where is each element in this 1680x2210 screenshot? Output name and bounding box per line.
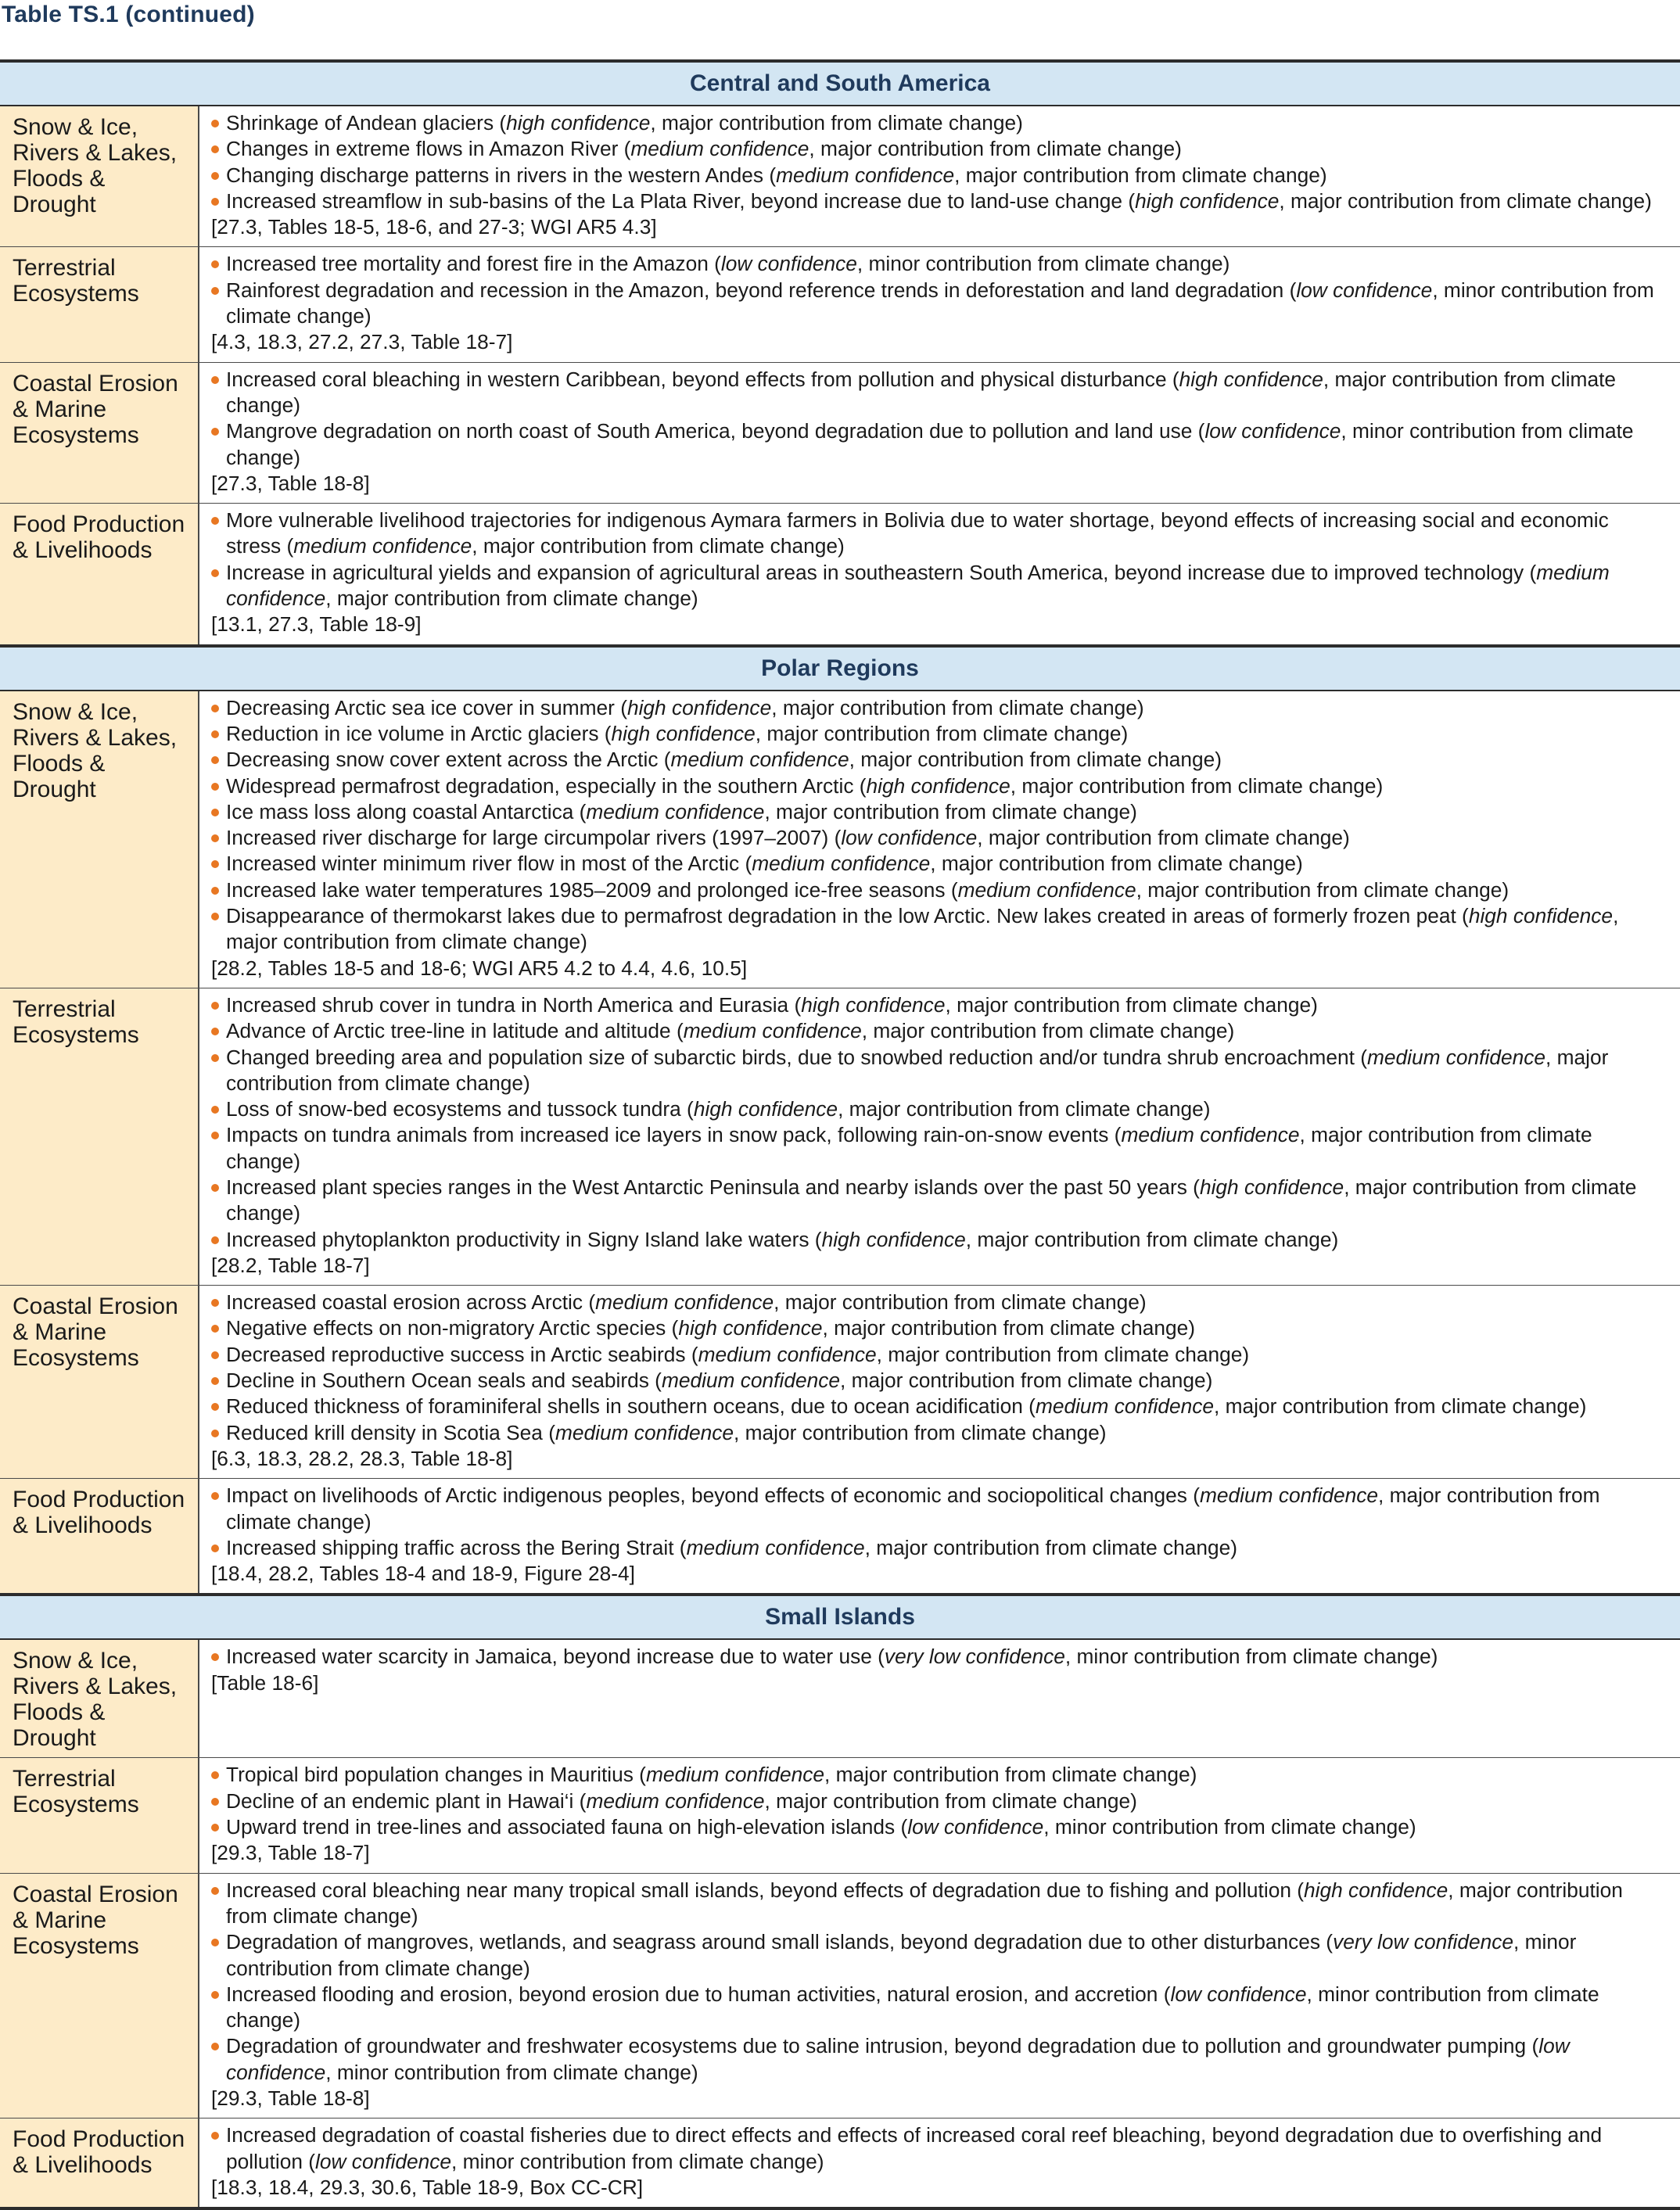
impact-text: Impact on livelihoods of Arctic indigenous peoples, beyond effects of economic and sociopolitical changes ( xyxy=(226,1483,1200,1508)
impact-item xyxy=(210,1342,1669,1368)
category-cell xyxy=(0,362,199,503)
impact-text: Advance of Arctic tree-line in latitude and altitude ( xyxy=(226,1019,684,1043)
impact-item xyxy=(210,1535,1669,1561)
reference-text: [29.3, Table 18-8] xyxy=(211,2086,370,2110)
impact-text: Widespread permafrost degradation, especially in the southern Arctic ( xyxy=(226,773,867,798)
impact-list xyxy=(210,1644,1669,1670)
contribution-text: , major contribution from climate change) xyxy=(965,1227,1339,1251)
table-row xyxy=(0,691,1680,988)
category-cell xyxy=(0,2119,199,2208)
impact-text: Decreasing snow cover extent across the Arctic ( xyxy=(226,748,671,772)
impact-item xyxy=(210,721,1669,747)
impact-item xyxy=(210,1644,1669,1670)
category-label-line: Snow & Ice, xyxy=(13,1648,138,1674)
category-label-line: Coastal Erosion xyxy=(13,370,178,396)
impacts-cell xyxy=(199,691,1680,988)
impact-item xyxy=(210,2033,1669,2086)
impacts-cell xyxy=(199,1758,1680,1873)
category-label-line: Snow & Ice, xyxy=(13,698,138,725)
impact-item xyxy=(210,1227,1669,1253)
category-cell xyxy=(0,691,199,988)
category-cell xyxy=(0,1639,199,1758)
table-row xyxy=(0,1758,1680,1873)
impact-item xyxy=(210,773,1669,799)
confidence-level: medium confidence xyxy=(661,1369,840,1393)
impacts-cell xyxy=(199,106,1680,247)
table-row xyxy=(0,106,1680,247)
impact-item xyxy=(210,163,1669,188)
impacts-cell xyxy=(199,1873,1680,2119)
confidence-level: medium confidence xyxy=(1366,1045,1545,1069)
contribution-text: , major contribution from climate change) xyxy=(849,748,1222,772)
table-row xyxy=(0,988,1680,1285)
impact-text: Increased shrub cover in tundra in North America and Eurasia ( xyxy=(226,992,802,1017)
impact-text: Increased river discharge for large circumpolar rivers (1997–2007) ( xyxy=(226,826,842,850)
impact-item xyxy=(210,1814,1669,1840)
impact-item xyxy=(210,1175,1669,1227)
confidence-level: medium confidence xyxy=(586,1788,765,1813)
category-label-line: & Marine xyxy=(13,396,107,422)
impact-list xyxy=(210,2122,1669,2175)
category-label-line: Coastal Erosion xyxy=(13,1881,178,1907)
impact-item xyxy=(210,110,1669,136)
impact-text: Increased phytoplankton productivity in Signy Island lake waters ( xyxy=(226,1227,822,1251)
reference-text: [27.3, Table 18-8] xyxy=(211,471,370,495)
contribution-text: , major contribution from climate change) xyxy=(774,1290,1147,1315)
table-row xyxy=(0,247,1680,362)
contribution-text: , major contribution from climate change) xyxy=(755,721,1129,745)
confidence-level: low confidence xyxy=(720,252,857,276)
impact-list xyxy=(210,110,1669,214)
category-label-line: Rivers & Lakes, xyxy=(13,140,178,166)
impact-text: Reduction in ice volume in Arctic glaciers ( xyxy=(226,721,612,745)
impact-text: Impacts on tundra animals from increased ice layers in snow pack, following rain-on-snow events ( xyxy=(226,1123,1122,1147)
region-header: Polar Regions xyxy=(0,646,1680,691)
impact-text: Changed breeding area and population size of subarctic birds, due to snowbed reduction and/or tundra shrub encroachment ( xyxy=(226,1045,1367,1069)
category-label-line: Rivers & Lakes, xyxy=(13,1674,178,1700)
contribution-text: , minor contribution from climate change) xyxy=(451,2149,824,2173)
impact-text: Increase in agricultural yields and expansion of agricultural areas in southeastern South America, beyond increase due to improved technology ( xyxy=(226,560,1537,584)
category-cell xyxy=(0,1479,199,1595)
confidence-level: medium confidence xyxy=(595,1290,774,1315)
impact-item xyxy=(210,877,1669,903)
table-row xyxy=(0,1286,1680,1479)
region-header: Small Islands xyxy=(0,1595,1680,1639)
contribution-text: , minor contribution from climate change) xyxy=(226,278,1654,328)
impact-item xyxy=(210,136,1669,162)
confidence-level: low confidence xyxy=(1296,278,1433,302)
category-cell xyxy=(0,1873,199,2119)
reference-text: [29.3, Table 18-7] xyxy=(211,1841,370,1865)
impact-item xyxy=(210,278,1669,330)
contribution-text: , major contribution from climate change) xyxy=(864,1535,1238,1559)
confidence-level: medium confidence xyxy=(1121,1123,1300,1147)
impact-item xyxy=(210,747,1669,773)
contribution-text: , major contribution from climate change) xyxy=(977,826,1350,850)
impact-item xyxy=(210,1394,1669,1419)
confidence-level: high confidence xyxy=(1199,1175,1344,1199)
impact-item xyxy=(210,1290,1669,1315)
category-label-line: Terrestrial xyxy=(13,255,116,282)
category-label-line: Snow & Ice, xyxy=(13,114,138,140)
impact-item xyxy=(210,992,1669,1018)
impact-item xyxy=(210,418,1669,471)
confidence-level: high confidence xyxy=(1468,904,1614,928)
impact-text: Increased streamflow in sub-basins of the La Plata River, beyond increase due to land-use change ( xyxy=(226,188,1136,213)
category-label-line: Ecosystems xyxy=(13,1021,139,1048)
contribution-text: , major contribution from climate change) xyxy=(226,904,1619,954)
category-label-line: Food Production xyxy=(13,511,185,538)
impact-text: Increased shipping traffic across the Bering Strait ( xyxy=(226,1535,687,1559)
confidence-level: very low confidence xyxy=(884,1645,1065,1669)
table-row xyxy=(0,362,1680,503)
confidence-level: medium confidence xyxy=(586,799,765,823)
impacts-cell xyxy=(199,1639,1680,1758)
confidence-level: low confidence xyxy=(226,2034,1570,2084)
impact-text: Reduced krill density in Scotia Sea ( xyxy=(226,1420,555,1444)
confidence-level: medium confidence xyxy=(686,1535,865,1559)
impact-item xyxy=(210,1315,1669,1341)
confidence-level: high confidence xyxy=(866,773,1011,798)
table-caption: Table TS.1 (continued) xyxy=(2,2,255,27)
impact-list xyxy=(210,1483,1669,1561)
impact-text: Increased coral bleaching in western Caribbean, beyond effects from pollution and physical disturbance ( xyxy=(226,367,1179,391)
category-cell xyxy=(0,106,199,247)
impact-item xyxy=(210,1368,1669,1394)
table-row xyxy=(0,1479,1680,1595)
confidence-level: high confidence xyxy=(678,1316,823,1340)
confidence-level: high confidence xyxy=(801,992,946,1017)
impact-list xyxy=(210,1762,1669,1840)
impact-item xyxy=(210,2122,1669,2175)
confidence-level: medium confidence xyxy=(752,852,931,876)
contribution-text: , minor contribution from climate change) xyxy=(1043,1815,1416,1839)
table-row xyxy=(0,1873,1680,2119)
impacts-cell xyxy=(199,2119,1680,2208)
table-row xyxy=(0,504,1680,646)
contribution-text: , major contribution from climate change) xyxy=(930,852,1303,876)
impacts-cell xyxy=(199,247,1680,362)
confidence-level: medium confidence xyxy=(293,534,472,558)
category-label-line: Rivers & Lakes, xyxy=(13,724,178,751)
confidence-level: medium confidence xyxy=(670,748,849,772)
impact-item xyxy=(210,560,1669,612)
contribution-text: , minor contribution from climate change) xyxy=(856,252,1230,276)
contribution-text: , major contribution from climate change) xyxy=(734,1420,1107,1444)
impact-text: Increased water scarcity in Jamaica, beyond increase due to water use ( xyxy=(226,1645,885,1669)
impact-text: Reduced thickness of foraminiferal shells in southern oceans, due to ocean acidification ( xyxy=(226,1394,1036,1419)
contribution-text: , major contribution from climate change) xyxy=(876,1342,1250,1366)
impact-text: Tropical bird population changes in Mauritius ( xyxy=(226,1763,646,1787)
confidence-level: high confidence xyxy=(506,111,651,135)
contribution-text: , major contribution from climate change) xyxy=(226,1123,1592,1173)
category-label-line: Floods & Drought xyxy=(13,1699,106,1752)
contribution-text: , major contribution from climate change) xyxy=(226,1175,1637,1225)
confidence-level: medium confidence xyxy=(630,137,809,161)
impacts-cell xyxy=(199,362,1680,503)
impact-text: Increased tree mortality and forest fire in the Amazon ( xyxy=(226,252,721,276)
impact-text: Disappearance of thermokarst lakes due to permafrost degradation in the low Arctic. New lakes created in areas of formerly frozen peat ( xyxy=(226,904,1469,928)
impact-text: Rainforest degradation and recession in the Amazon, beyond reference trends in deforestation and land degradation ( xyxy=(226,278,1297,302)
reference-text: [27.3, Tables 18-5, 18-6, and 27-3; WGI AR5 4.3] xyxy=(211,215,657,239)
impact-text: Changes in extreme flows in Amazon River ( xyxy=(226,137,631,161)
region-header-row xyxy=(0,61,1680,106)
contribution-text: , minor contribution from climate change) xyxy=(226,1982,1599,2032)
impact-text: Loss of snow-bed ecosystems and tussock tundra ( xyxy=(226,1097,694,1121)
impact-item xyxy=(210,1122,1669,1175)
impacts-cell xyxy=(199,1286,1680,1479)
reference-text: [6.3, 18.3, 28.2, 28.3, Table 18-8] xyxy=(211,1446,513,1470)
confidence-level: medium confidence xyxy=(776,163,955,187)
contribution-text: , major contribution from climate change) xyxy=(325,587,698,611)
impact-item xyxy=(210,1420,1669,1446)
impacts-cell xyxy=(199,504,1680,646)
impact-text: Ice mass loss along coastal Antarctica ( xyxy=(226,799,587,823)
confidence-level: medium confidence xyxy=(957,877,1136,902)
impact-text: Upward trend in tree-lines and associated fauna on high-elevation islands ( xyxy=(226,1815,908,1839)
impacts-cell xyxy=(199,988,1680,1285)
impact-list xyxy=(210,1290,1669,1446)
category-cell xyxy=(0,504,199,646)
impact-text: Increased coral bleaching near many tropical small islands, beyond effects of degradation due to fishing and pollution ( xyxy=(226,1878,1305,1902)
table-row xyxy=(0,1639,1680,1758)
impact-item xyxy=(210,1878,1669,1930)
category-label-line: Ecosystems xyxy=(13,281,139,307)
confidence-level: medium confidence xyxy=(683,1019,862,1043)
impact-text: Decreased reproductive success in Arctic seabirds ( xyxy=(226,1342,698,1366)
contribution-text: , major contribution from climate change) xyxy=(771,695,1144,719)
confidence-level: low confidence xyxy=(1170,1982,1307,2006)
contribution-text: , major contribution from climate change) xyxy=(839,1369,1213,1393)
reference-text: [28.2, Tables 18-5 and 18-6; WGI AR5 4.2 to 4.4, 4.6, 10.5] xyxy=(211,956,748,980)
confidence-level: high confidence xyxy=(626,695,772,719)
impact-text: Degradation of mangroves, wetlands, and seagrass around small islands, beyond degradation due to other disturbances ( xyxy=(226,1930,1334,1954)
impact-text: Decline of an endemic plant in Hawai‘i ( xyxy=(226,1788,587,1813)
reference-text: [13.1, 27.3, Table 18-9] xyxy=(211,612,422,637)
impact-item xyxy=(210,799,1669,825)
contribution-text: , major contribution from climate change) xyxy=(226,1045,1609,1095)
impact-item xyxy=(210,1045,1669,1097)
impact-text: More vulnerable livelihood trajectories for indigenous Aymara farmers in Bolivia due to water shortage, beyond effects of increasing social and economic stress ( xyxy=(226,508,1609,558)
category-label-line: Ecosystems xyxy=(13,422,139,448)
contribution-text: , major contribution from climate change) xyxy=(945,992,1318,1017)
contribution-text: , major contribution from climate change) xyxy=(838,1097,1211,1121)
contribution-text: , major contribution from climate change) xyxy=(226,367,1617,417)
confidence-level: medium confidence xyxy=(226,560,1610,611)
confidence-level: high confidence xyxy=(611,721,756,745)
contribution-text: , major contribution from climate change) xyxy=(226,1878,1623,1928)
contribution-text: , major contribution from climate change) xyxy=(1279,188,1652,213)
confidence-level: high confidence xyxy=(1179,367,1323,391)
confidence-level: medium confidence xyxy=(1199,1483,1379,1508)
contribution-text: , major contribution from climate change) xyxy=(1010,773,1384,798)
contribution-text: , minor contribution from climate change) xyxy=(226,1930,1577,1980)
category-cell xyxy=(0,1286,199,1479)
impact-text: Shrinkage of Andean glaciers ( xyxy=(226,111,507,135)
contribution-text: , minor contribution from climate change) xyxy=(226,419,1634,469)
category-label-line: & Livelihoods xyxy=(13,1512,153,1539)
confidence-level: low confidence xyxy=(841,826,978,850)
contribution-text: , minor contribution from climate change) xyxy=(325,2060,698,2084)
category-label-line: Terrestrial xyxy=(13,1766,116,1792)
impacts-table xyxy=(0,59,1680,2210)
impact-item xyxy=(210,1929,1669,1982)
contribution-text: , major contribution from climate change) xyxy=(809,137,1182,161)
category-label-line: Floods & Drought xyxy=(13,166,106,217)
impact-text: Mangrove degradation on north coast of South America, beyond degradation due to pollution and land use ( xyxy=(226,419,1205,443)
impacts-cell xyxy=(199,1479,1680,1595)
impact-text: Degradation of groundwater and freshwater ecosystems due to saline intrusion, beyond degradation due to pollution and groundwater pumping ( xyxy=(226,2034,1539,2058)
confidence-level: low confidence xyxy=(315,2149,451,2173)
impact-item xyxy=(210,1483,1669,1535)
confidence-level: medium confidence xyxy=(645,1763,824,1787)
impact-item xyxy=(210,1762,1669,1788)
contribution-text: , major contribution from climate change) xyxy=(764,799,1137,823)
confidence-level: very low confidence xyxy=(1333,1930,1514,1954)
impact-list xyxy=(210,367,1669,471)
category-label-line: Terrestrial xyxy=(13,996,116,1022)
impact-item xyxy=(210,1096,1669,1122)
category-cell xyxy=(0,1758,199,1873)
region-header: Central and South America xyxy=(0,61,1680,106)
table-row xyxy=(0,2119,1680,2208)
reference-text: [18.3, 18.4, 29.3, 30.6, Table 18-9, Box CC-CR] xyxy=(211,2175,644,2199)
contribution-text: , major contribution from climate change) xyxy=(1213,1394,1587,1419)
impact-item xyxy=(210,825,1669,851)
category-label-line: Ecosystems xyxy=(13,1345,139,1372)
contribution-text: , major contribution from climate change) xyxy=(764,1788,1137,1813)
reference-text: [Table 18-6] xyxy=(211,1670,319,1695)
category-label-line: & Livelihoods xyxy=(13,537,153,564)
category-label-line: & Livelihoods xyxy=(13,2152,153,2179)
contribution-text: , major contribution from climate change) xyxy=(954,163,1327,187)
contribution-text: , major contribution from climate change) xyxy=(472,534,845,558)
impact-text: Increased flooding and erosion, beyond erosion due to human activities, natural erosion, and accretion ( xyxy=(226,1982,1171,2006)
impact-text: Increased winter minimum river flow in most of the Arctic ( xyxy=(226,852,752,876)
category-label-line: & Marine xyxy=(13,1319,107,1346)
impact-list xyxy=(210,251,1669,329)
contribution-text: , major contribution from climate change) xyxy=(861,1019,1235,1043)
impact-text: Increased plant species ranges in the West Antarctic Peninsula and nearby islands over the past 50 years ( xyxy=(226,1175,1200,1199)
impact-text: Increased degradation of coastal fisheries due to direct effects and effects of increased coral reef bleaching, beyond degradation due to overfishing and pollution ( xyxy=(226,2123,1603,2173)
impact-item xyxy=(210,1018,1669,1044)
confidence-level: high confidence xyxy=(693,1097,838,1121)
impact-item xyxy=(210,695,1669,721)
impact-text: Decreasing Arctic sea ice cover in summer ( xyxy=(226,695,627,719)
contribution-text: , major contribution from climate change) xyxy=(822,1316,1196,1340)
region-header-row xyxy=(0,1595,1680,1639)
impact-text: Decline in Southern Ocean seals and seabirds ( xyxy=(226,1369,662,1393)
impact-item xyxy=(210,188,1669,214)
contribution-text: , major contribution from climate change) xyxy=(650,111,1023,135)
category-label-line: & Marine xyxy=(13,1907,107,1933)
impact-item xyxy=(210,1982,1669,2034)
contribution-text: , minor contribution from climate change) xyxy=(1064,1645,1438,1669)
category-label-line: Food Production xyxy=(13,2126,185,2153)
confidence-level: medium confidence xyxy=(698,1342,877,1366)
impact-item xyxy=(210,851,1669,877)
category-label-line: Ecosystems xyxy=(13,1932,139,1959)
impact-list xyxy=(210,508,1669,612)
impact-text: Increased lake water temperatures 1985–2009 and prolonged ice-free seasons ( xyxy=(226,877,958,902)
impact-list xyxy=(210,695,1669,956)
category-label-line: Floods & Drought xyxy=(13,750,106,802)
category-label-line: Ecosystems xyxy=(13,1792,139,1818)
contribution-text: , major contribution from climate change) xyxy=(1136,877,1509,902)
impact-item xyxy=(210,508,1669,560)
category-cell xyxy=(0,988,199,1285)
confidence-level: low confidence xyxy=(1204,419,1341,443)
impact-list xyxy=(210,1878,1669,2086)
category-cell xyxy=(0,247,199,362)
confidence-level: low confidence xyxy=(907,1815,1044,1839)
reference-text: [4.3, 18.3, 27.2, 27.3, Table 18-7] xyxy=(211,330,513,354)
confidence-level: medium confidence xyxy=(555,1420,734,1444)
confidence-level: high confidence xyxy=(1135,188,1280,213)
impact-item xyxy=(210,251,1669,277)
confidence-level: high confidence xyxy=(1304,1878,1448,1902)
contribution-text: , major contribution from climate change) xyxy=(226,1483,1600,1534)
impact-list xyxy=(210,992,1669,1253)
reference-text: [18.4, 28.2, Tables 18-4 and 18-9, Figure 28-4] xyxy=(211,1562,635,1586)
impact-item xyxy=(210,367,1669,419)
impact-text: Increased coastal erosion across Arctic ( xyxy=(226,1290,596,1315)
reference-text: [28.2, Table 18-7] xyxy=(211,1253,370,1277)
impact-text: Negative effects on non-migratory Arctic species ( xyxy=(226,1316,679,1340)
category-label-line: Food Production xyxy=(13,1487,185,1513)
impact-item xyxy=(210,1788,1669,1814)
region-header-row xyxy=(0,646,1680,691)
impact-text: Changing discharge patterns in rivers in the western Andes ( xyxy=(226,163,777,187)
contribution-text: , major contribution from climate change) xyxy=(824,1763,1197,1787)
impact-item xyxy=(210,903,1669,956)
confidence-level: high confidence xyxy=(821,1227,966,1251)
confidence-level: medium confidence xyxy=(1035,1394,1214,1419)
category-label-line: Coastal Erosion xyxy=(13,1293,178,1320)
